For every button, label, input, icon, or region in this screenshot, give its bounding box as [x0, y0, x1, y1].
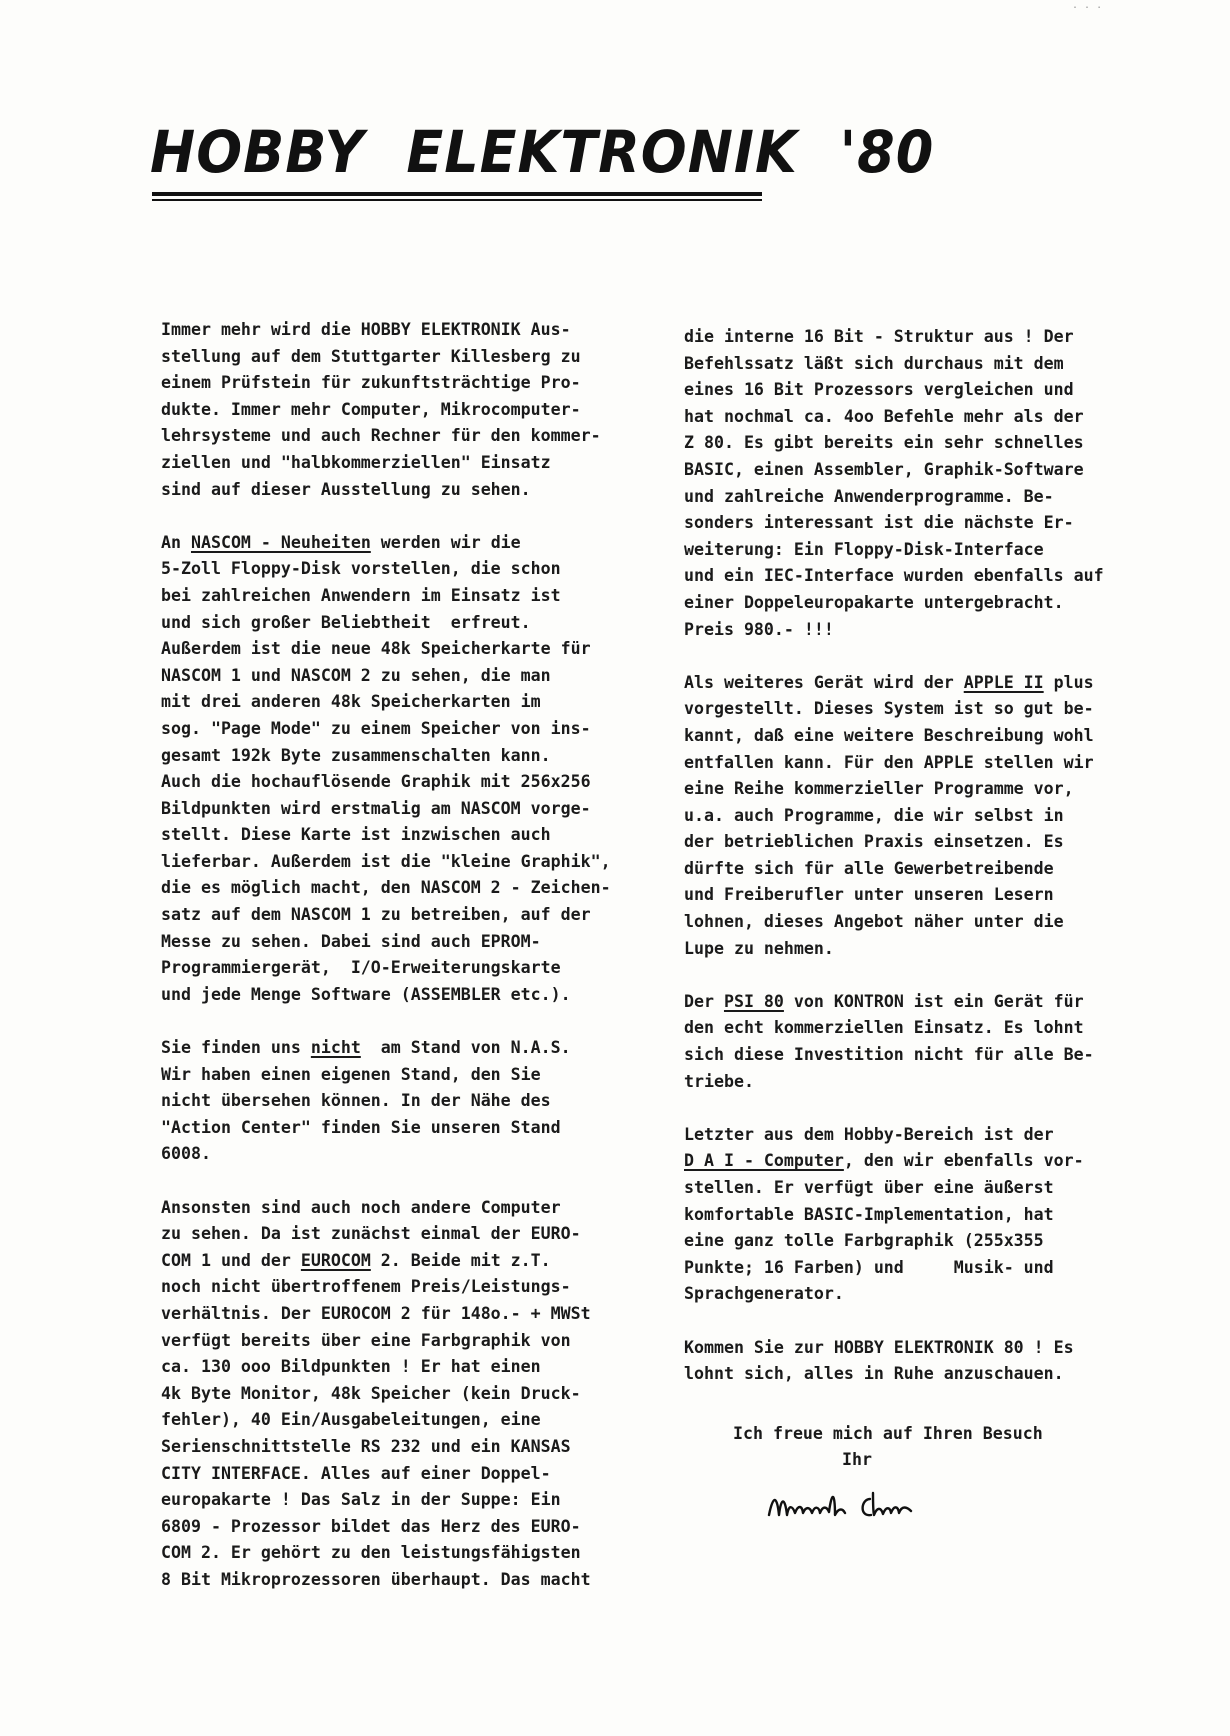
text-line: verfügt bereits über eine Farbgraphik von — [161, 1330, 571, 1350]
paragraph-apple-first-line: Als weiteres Gerät wird der APPLE II plus — [684, 672, 1094, 692]
text-line: noch nicht übertroffenem Preis/Leistungs- — [161, 1277, 571, 1297]
text-line: fehler), 40 Ein/Ausgabeleitungen, eine — [161, 1410, 541, 1430]
text-line: Wir haben einen eigenen Stand, den Sie — [161, 1064, 541, 1084]
nascom-neuheiten-heading: NASCOM - Neuheiten — [190, 532, 371, 552]
text-line: nicht übersehen können. In der Nähe des — [161, 1091, 551, 1111]
text-line: weiterung: Ein Floppy-Disk-Interface — [684, 539, 1044, 559]
title-underline-thin — [152, 199, 762, 201]
text-line: einem Prüfstein für zukunftsträchtige Pro- — [161, 373, 581, 393]
text-line: Ansonsten sind auch noch andere Computer — [161, 1197, 561, 1217]
signature-michael-klein — [765, 1485, 955, 1530]
paragraph-invitation — [684, 1335, 1154, 1388]
text-line: den echt kommerziellen Einsatz. Es lohnt — [684, 1018, 1084, 1038]
text-line: sich diese Investition nicht für alle Be- — [684, 1045, 1094, 1065]
paragraph-eurocom-link-line: COM 1 und der EUROCOM 2. Beide mit z.T. — [161, 1250, 551, 1270]
text-line: und jede Menge Software (ASSEMBLER etc.). — [161, 984, 571, 1004]
text-line: Befehlssatz läßt sich durchaus mit dem — [684, 353, 1064, 373]
text-line: "Action Center" finden Sie unseren Stand — [161, 1117, 561, 1137]
paragraph-nascom — [161, 556, 621, 1008]
paragraph-nascom-first-line: An NASCOM - Neuheiten werden wir die — [161, 532, 521, 552]
text-line: lehrsysteme und auch Rechner für den kommer- — [161, 426, 601, 446]
text-line: Lupe zu nehmen. — [684, 938, 834, 958]
eurocom-emphasis: EUROCOM — [300, 1250, 371, 1270]
paragraph-eurocom — [161, 1274, 621, 1593]
text-line: stellen. Er verfügt über eine äußerst — [684, 1178, 1054, 1197]
text-line: satz auf dem NASCOM 1 zu betreiben, auf der — [161, 905, 591, 925]
apple-ii-emphasis: APPLE II — [963, 672, 1044, 692]
paragraph-dai — [684, 1175, 1154, 1308]
paragraph-dai-first-line: Letzter aus dem Hobby-Bereich ist der — [684, 1124, 1054, 1144]
text-line: Serienschnittstelle RS 232 und ein KANSAS — [161, 1436, 571, 1456]
text-line: eine Reihe kommerzieller Programme vor, — [684, 779, 1074, 799]
text-line: 8 Bit Mikroprozessoren überhaupt. Das macht — [161, 1569, 591, 1589]
text-line: stellung auf dem Stuttgarter Killesberg zu — [161, 346, 581, 366]
text-line: lohnen, dieses Angebot näher unter die — [684, 912, 1064, 932]
text-line: hat nochmal ca. 4oo Befehle mehr als der — [684, 406, 1084, 426]
text-line: CITY INTERFACE. Alles auf einer Doppel- — [161, 1463, 551, 1483]
text-line: gesamt 192k Byte zusammenschalten kann. — [161, 745, 551, 765]
text-line: COM 2. Er gehört zu den leistungsfähigsten — [161, 1543, 581, 1563]
text-line: triebe. — [684, 1071, 754, 1091]
text-line: bei zahlreichen Anwendern im Einsatz ist — [161, 585, 561, 605]
text-line: und sich großer Beliebtheit erfreut. — [161, 612, 531, 632]
text-line: mit drei anderen 48k Speicherkarten im — [161, 692, 541, 712]
text-line: lohnt sich, alles in Ruhe anzuschauen. — [684, 1364, 1064, 1384]
text-line: Sprachgenerator. — [684, 1284, 844, 1304]
paragraph-stand — [161, 1062, 621, 1168]
text-line: und zahlreiche Anwenderprogramme. Be- — [684, 486, 1054, 506]
text-line: 6809 - Prozessor bildet das Herz des EURO- — [161, 1516, 581, 1536]
text-line: zu sehen. Da ist zunächst einmal der EURO- — [161, 1224, 581, 1244]
text-line: 5-Zoll Floppy-Disk vorstellen, die schon — [161, 559, 561, 579]
closing-ihr: Ihr — [842, 1450, 872, 1469]
left-column — [161, 317, 621, 1594]
text-line: Punkte; 16 Farben) und Musik- und — [684, 1257, 1054, 1277]
text-line: sog. "Page Mode" zu einem Speicher von ins- — [161, 718, 591, 738]
text-line: stellt. Diese Karte ist inzwischen auch — [161, 825, 551, 845]
text-line: vorgestellt. Dieses System ist so gut be- — [684, 699, 1094, 719]
text-line: Programmiergerät, I/O-Erweiterungskarte — [161, 958, 561, 978]
text-line: NASCOM 1 und NASCOM 2 zu sehen, die man — [161, 665, 551, 685]
title-underline-thick — [152, 192, 762, 196]
paragraph-psi-first-line: Der PSI 80 von KONTRON ist ein Gerät für — [684, 991, 1084, 1011]
text-line: BASIC, einen Assembler, Graphik-Software — [684, 459, 1084, 479]
paragraph-eurocom-continued — [684, 324, 1154, 643]
text-line: 4k Byte Monitor, 48k Speicher (kein Druck- — [161, 1383, 581, 1403]
text-line: sonders interessant ist die nächste Er- — [684, 513, 1074, 533]
closing-greeting: Ich freue mich auf Ihren Besuch — [733, 1424, 1043, 1443]
text-line: dürfte sich für alle Gewerbetreibende — [684, 858, 1054, 878]
paragraph-apple — [684, 696, 1154, 962]
text-line: die es möglich macht, den NASCOM 2 - Zeichen- — [161, 878, 611, 898]
text-line: eine ganz tolle Farbgraphik (255x355 — [684, 1231, 1044, 1251]
text-line: Außerdem ist die neue 48k Speicherkarte für — [161, 639, 591, 659]
paragraph-intro — [161, 317, 621, 503]
text-line: entfallen kann. Für den APPLE stellen wir — [684, 752, 1094, 772]
text-line: ca. 130 ooo Bildpunkten ! Er hat einen — [161, 1357, 541, 1377]
text-line: eines 16 Bit Prozessors vergleichen und — [684, 380, 1074, 400]
text-line: ziellen und "halbkommerziellen" Einsatz — [161, 452, 551, 472]
text-line: Z 80. Es gibt bereits ein sehr schnelles — [684, 433, 1084, 453]
text-line: und ein IEC-Interface wurden ebenfalls auf — [684, 566, 1104, 586]
paragraph-stand-first-line: Sie finden uns nicht am Stand von N.A.S. — [161, 1038, 571, 1058]
text-line: die interne 16 Bit - Struktur aus ! Der — [684, 327, 1074, 346]
text-line: kannt, daß eine weitere Beschreibung wohl — [684, 725, 1094, 745]
text-line: einer Doppeleuropakarte untergebracht. — [684, 592, 1064, 612]
text-line: komfortable BASIC-Implementation, hat — [684, 1204, 1054, 1224]
text-line: und Freiberufler unter unseren Lesern — [684, 885, 1054, 905]
text-line: sind auf dieser Ausstellung zu sehen. — [161, 479, 531, 499]
text-line: Auch die hochauflösende Graphik mit 256x256 — [161, 772, 591, 792]
paragraph-dai-link-line: D A I - Computer, den wir ebenfalls vor- — [684, 1151, 1084, 1171]
text-line: u.a. auch Programme, die wir selbst in — [684, 805, 1064, 825]
page-title: HOBBY ELEKTRONIK '80 — [150, 118, 935, 187]
text-line: Preis 980.- !!! — [684, 619, 834, 639]
text-line: Bildpunkten wird erstmalig am NASCOM vorge- — [161, 798, 591, 818]
text-line: der betrieblichen Praxis einsetzen. Es — [684, 832, 1064, 852]
text-line: lieferbar. Außerdem ist die "kleine Graphik", — [161, 851, 611, 871]
nicht-emphasis: nicht — [310, 1038, 361, 1058]
paragraph-psi — [684, 1015, 1154, 1095]
dai-computer-emphasis: D A I - Computer — [684, 1151, 844, 1171]
psi-80-emphasis: PSI 80 — [723, 991, 784, 1011]
text-line: europakarte ! Das Salz in der Suppe: Ein — [161, 1490, 561, 1510]
text-line: dukte. Immer mehr Computer, Mikrocomputer- — [161, 399, 581, 419]
text-line: Messe zu sehen. Dabei sind auch EPROM- — [161, 931, 541, 951]
text-line: Immer mehr wird die HOBBY ELEKTRONIK Aus- — [161, 320, 571, 339]
text-line: verhältnis. Der EUROCOM 2 für 148o.- + MWSt — [161, 1303, 591, 1323]
text-line: Kommen Sie zur HOBBY ELEKTRONIK 80 ! Es — [684, 1337, 1074, 1357]
right-column — [684, 324, 1154, 1388]
paragraph-eurocom-start — [161, 1195, 621, 1248]
corner-marks: . . . — [1072, 0, 1103, 11]
text-line: 6008. — [161, 1144, 211, 1164]
